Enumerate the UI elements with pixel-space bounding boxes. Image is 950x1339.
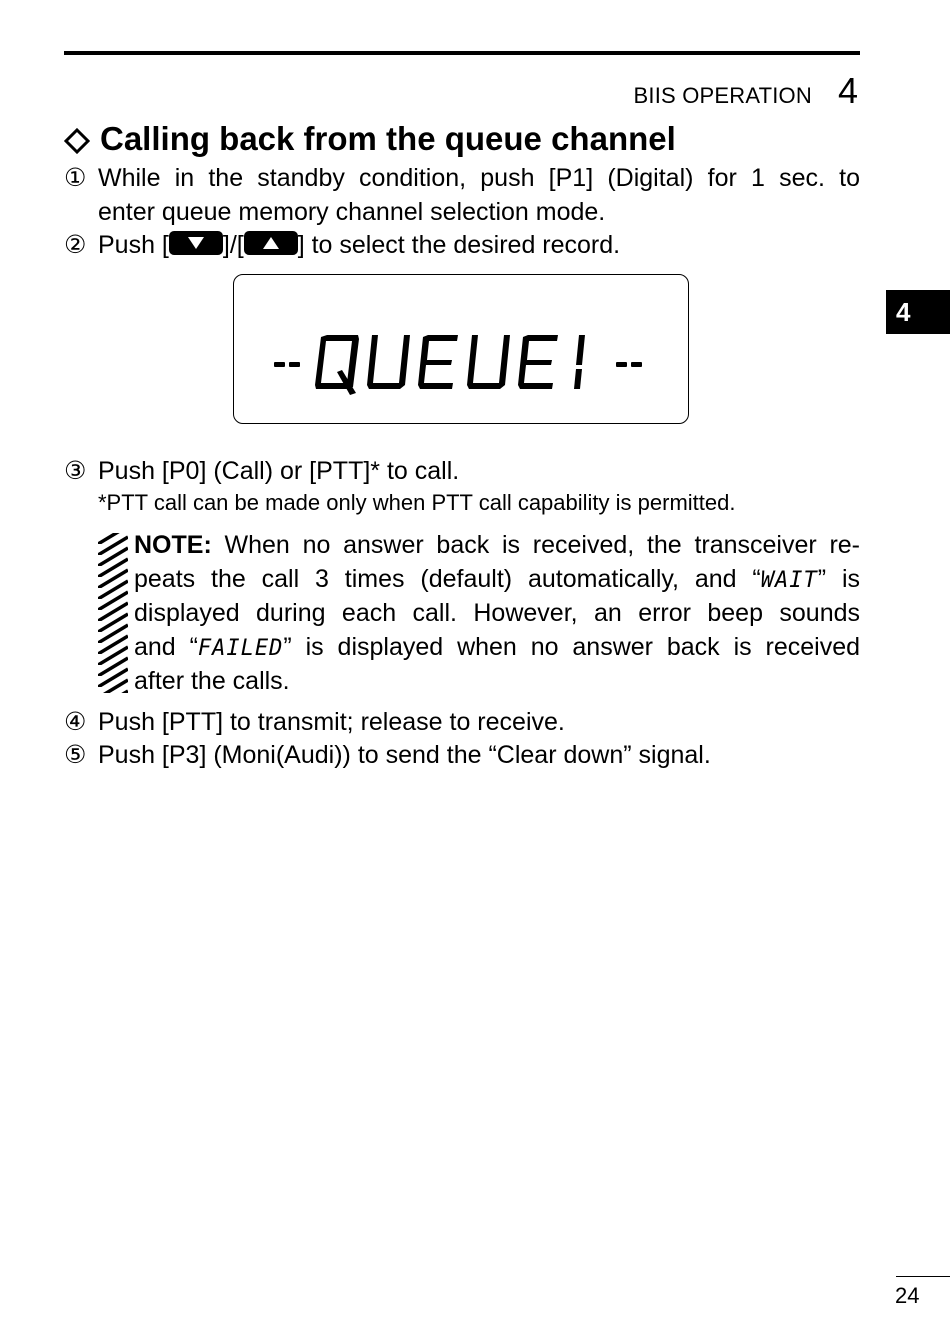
note-text: ” is: [817, 564, 861, 593]
step-number: ④: [64, 708, 87, 736]
lcd-word-wait: WAIT: [760, 567, 818, 593]
note-text: displayed during each call. However, an error beep sounds: [134, 599, 860, 627]
note-block: [134, 529, 860, 699]
note-hatch-icon: [98, 533, 128, 693]
step-number: ①: [64, 164, 87, 192]
step-4: [64, 706, 565, 740]
note-text: peats the call 3 times (default) automatically, and “: [134, 564, 761, 593]
page-number: 24: [895, 1283, 920, 1308]
page-number-rule: [896, 1276, 950, 1277]
step-text: Push [P0] (Call) or [PTT]* to call.: [98, 457, 460, 485]
chapter-tab: 4: [886, 290, 950, 334]
section-title: [64, 120, 676, 158]
step-5: [64, 739, 711, 773]
note-text: after the calls.: [134, 667, 290, 695]
footnote: *PTT call can be made only when PTT call capability is permitted.: [98, 490, 736, 515]
step-3: [64, 455, 459, 489]
note-text: and “: [134, 632, 198, 661]
note-label: NOTE:: [134, 531, 212, 559]
step-1: [64, 162, 860, 229]
step-text: Push [P3] (Moni(Audi)) to send the “Clear down” signal.: [98, 741, 711, 769]
title-text: Calling back from the queue channel: [100, 120, 676, 157]
step-text-line: enter queue memory channel selection mode.: [98, 197, 606, 226]
lcd-display: [233, 274, 689, 424]
running-header: [634, 70, 858, 112]
diamond-icon: [64, 128, 90, 154]
step-text: Push [PTT] to transmit; release to receive.: [98, 708, 565, 736]
step-number: ③: [64, 457, 87, 485]
up-arrow-key-icon: [244, 231, 298, 255]
lcd-segment-text: [234, 275, 687, 422]
lcd-word-failed: FAILED: [197, 635, 284, 661]
step-number: ⑤: [64, 741, 87, 769]
step-text-line: While in the standby condition, push [P1] (Digital) for 1 sec. to: [98, 164, 860, 192]
step-number: ②: [64, 231, 87, 259]
step-text: ] to select the desired record.: [297, 231, 621, 259]
down-arrow-key-icon: [169, 231, 223, 255]
note-text: When no answer back is received, the transceiver re-: [211, 531, 860, 559]
top-rule: [64, 51, 860, 55]
note-text: ” is displayed when no answer back is received: [283, 632, 860, 661]
step-text: Push [: [98, 231, 169, 259]
step-2: [64, 229, 620, 263]
step-text: ]/[: [222, 231, 244, 259]
chapter-number: 4: [837, 70, 858, 111]
section-name: BIIS OPERATION: [633, 83, 812, 108]
